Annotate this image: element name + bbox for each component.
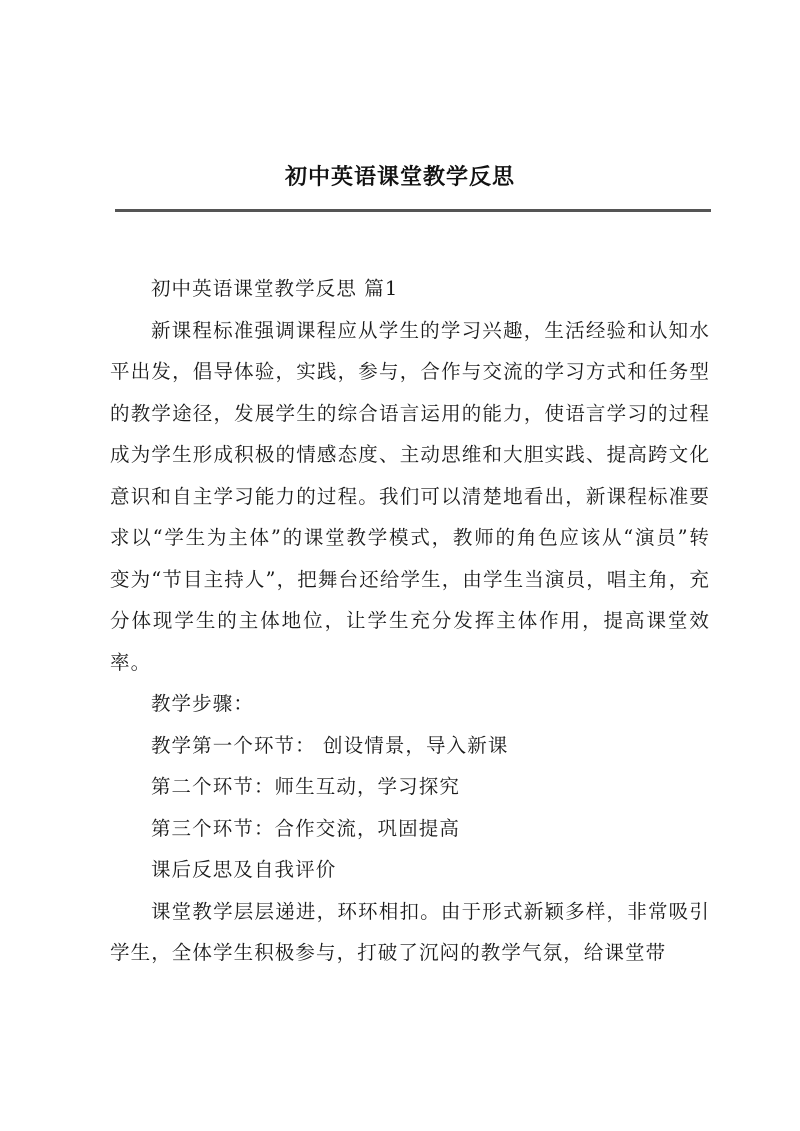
section-heading: 初中英语课堂教学反思 篇1 (150, 277, 399, 300)
title-divider (115, 209, 711, 212)
body-paragraph: 新课程标准强调课程应从学生的学习兴趣，生活经验和认知水平出发，倡导体验，实践，参与，合作与交流的学习方式和任务型的教学途径，发展学生的综合语言运用的能力，使语言学习的过程成为学生形成积极的情感态度、主动思维和大胆实践、提高跨文化意识和自主学习能力的过程。我们可以清楚地看出，新课程标准要求以“学生为主体”的课堂教学模式，教师的角色应该从“演员”转变为“节目主持人”，把舞台还给学生，由学生当演员，唱主角，充分体现学生的主体地位，让学生充分发挥主体作用，提高课堂效率。 (110, 318, 710, 674)
step-item: 第三个环节：合作交流，巩固提高 (150, 816, 460, 840)
step-item: 教学第一个环节： 创设情景，导入新课 (150, 733, 509, 757)
step-item: 第二个环节：师生互动，学习探究 (150, 775, 460, 798)
page-title: 初中英语课堂教学反思 (284, 164, 515, 190)
steps-heading: 教学步骤： (150, 692, 254, 715)
reflection-paragraph: 课堂教学层层递进，环环相扣。由于形式新颖多样，非常吸引学生，全体学生积极参与，打破了沉闷的教学气氛，给课堂带 (110, 899, 710, 964)
reflection-heading: 课后反思及自我评价 (150, 858, 337, 881)
document-body (110, 268, 710, 974)
